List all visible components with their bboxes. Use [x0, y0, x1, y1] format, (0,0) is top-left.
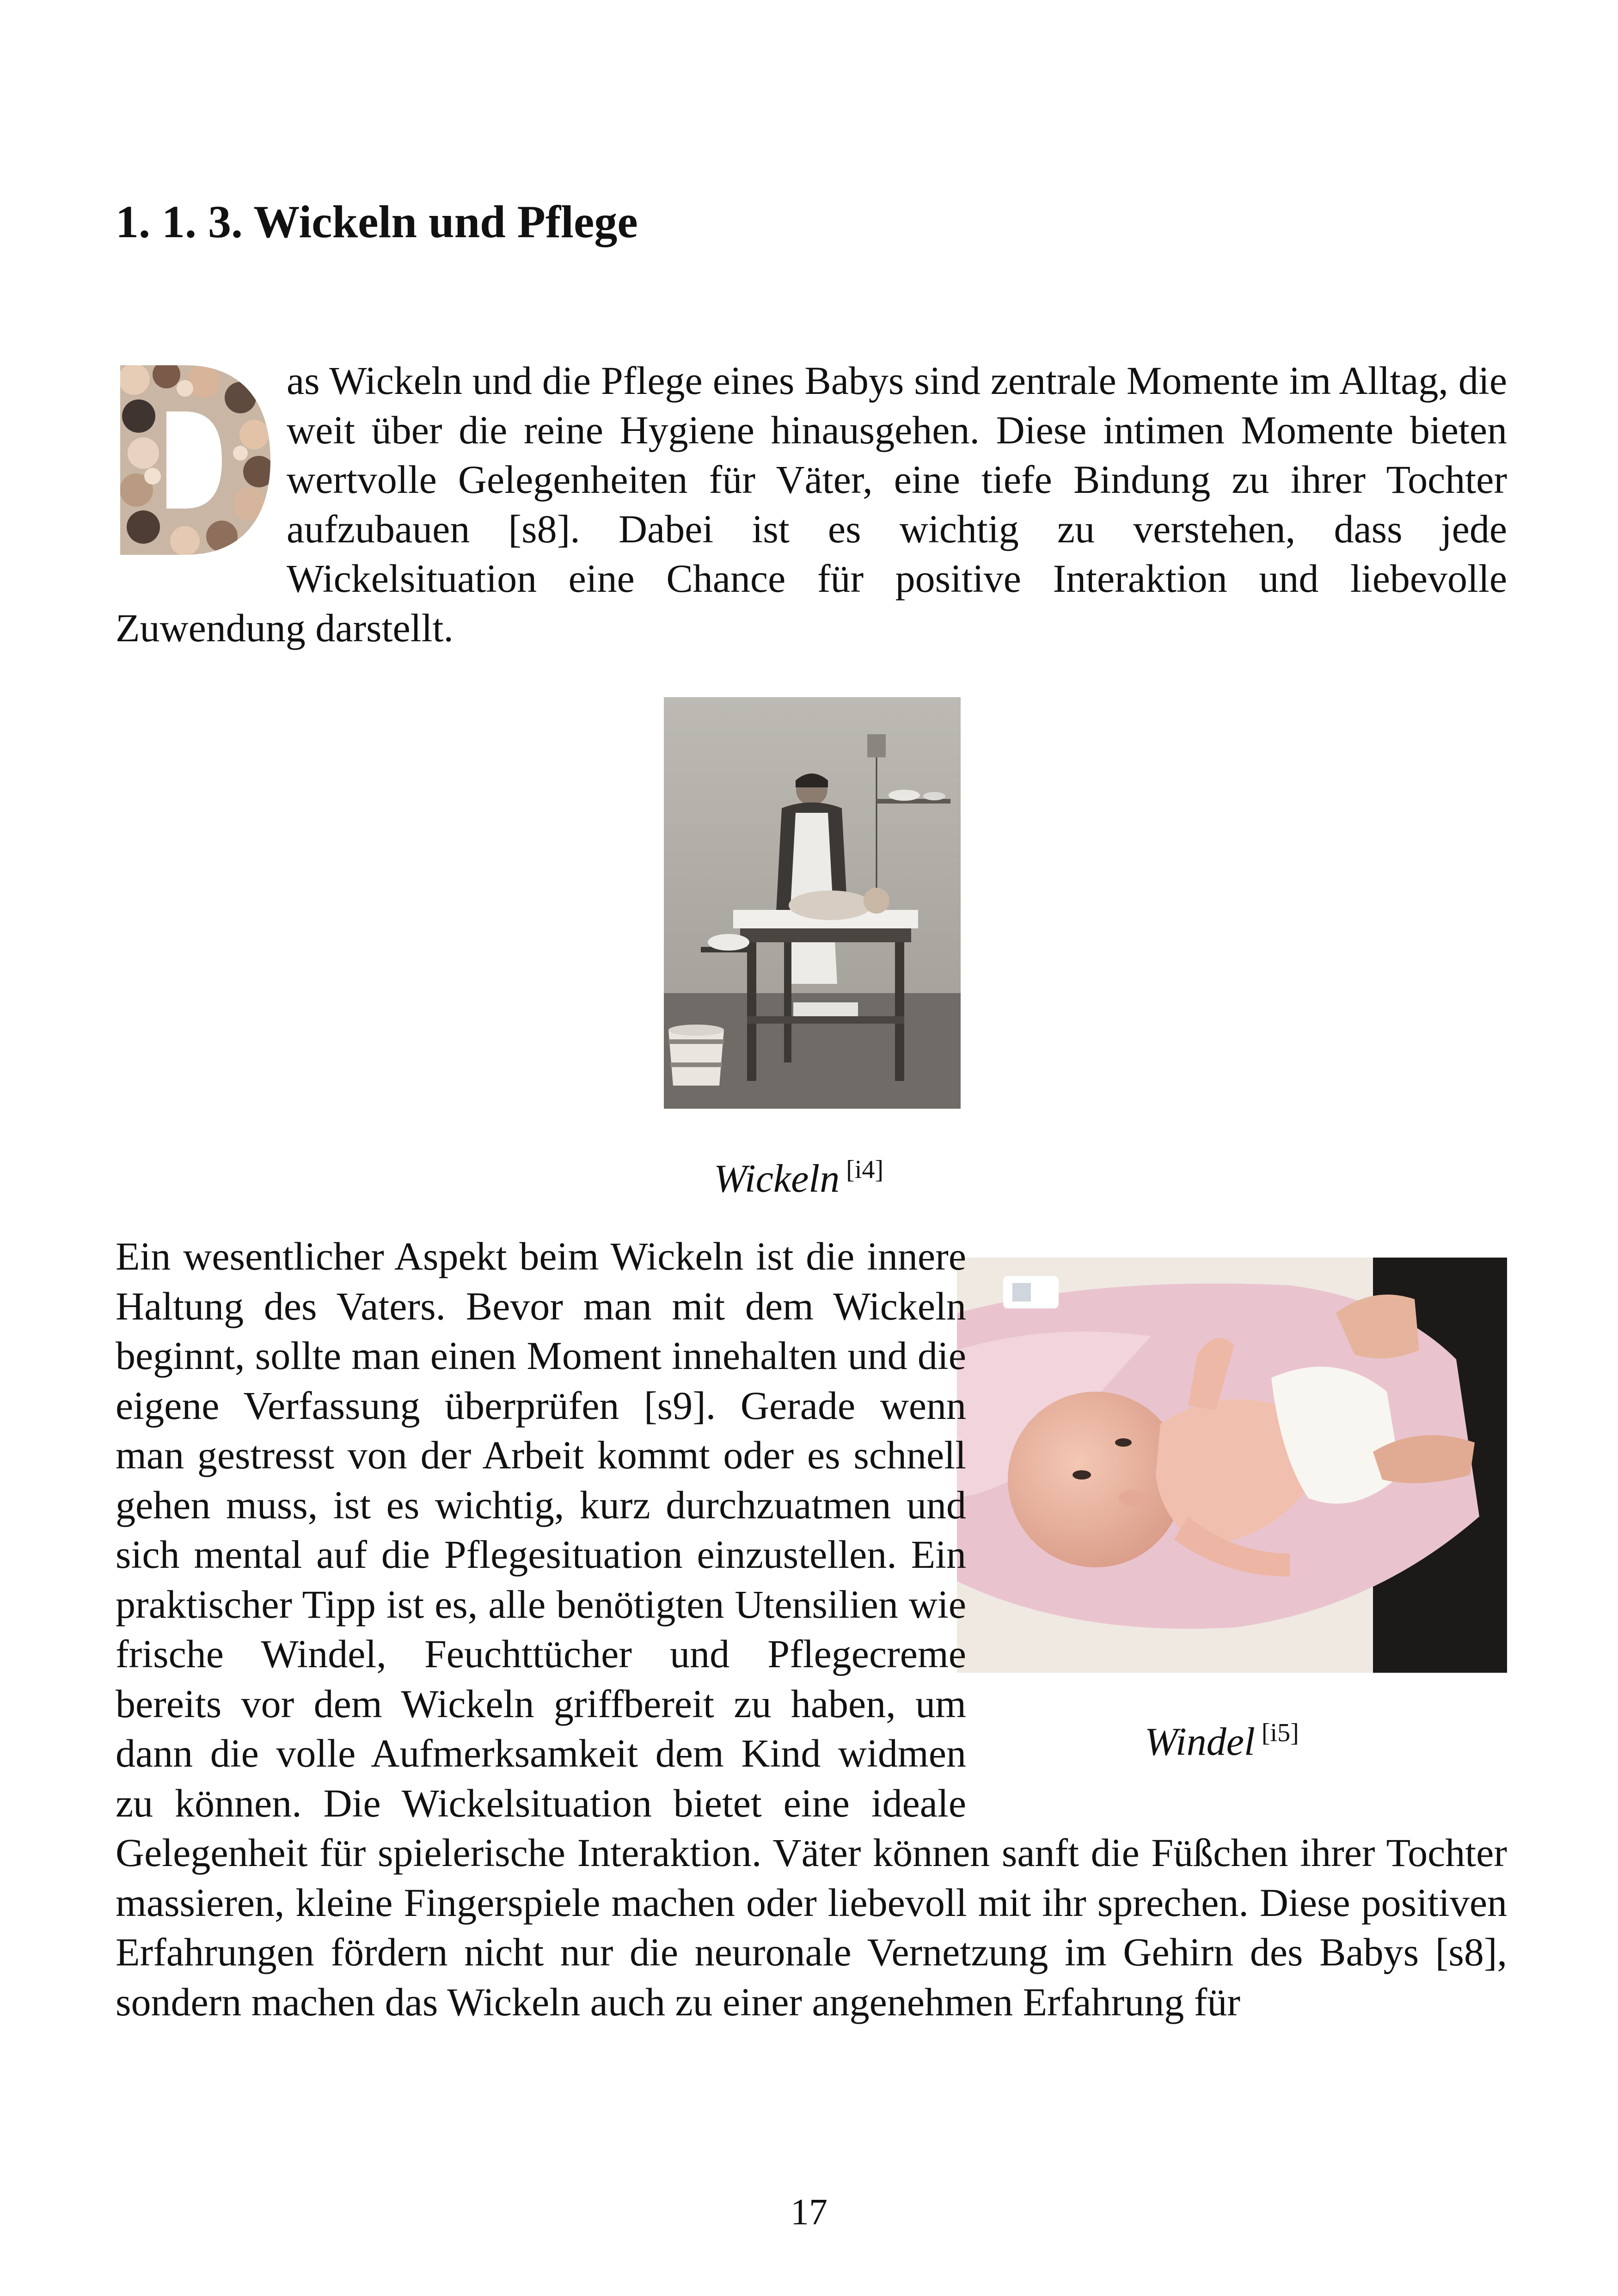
historic-photo-nurse-changing-baby-icon — [664, 697, 961, 1109]
figure-ref-i4: [i4] — [846, 1155, 884, 1184]
figure-caption-windel: Windel [i5] — [1145, 1719, 1299, 1764]
body-paragraph — [116, 1232, 1507, 2027]
figure-historic-nurse-photo — [664, 697, 961, 1109]
body-text: Ein wesentlicher Aspekt beim Wickeln ist die innere Haltung des Vaters. Bevor man mit dem Wickeln beginnt, sollte man einen Moment innehalten und die eigene Verfassung überprüfen [s9]. Gerade wenn man gestresst von der Arbeit kommt oder es schnell gehen muss, ist es wichtig, kurz durchzuatmen und sich mental auf die Pflegesituation einzustellen. Ein praktischer Tipp ist es, alle benötigten Utensilien wie frische Windel, Feuchttücher und Pflegecreme bereits vor dem Wickeln griffbereit zu haben, um dann die volle Aufmerksamkeit dem Kind widmen zu können. Die Wickelsituation bietet eine ideale Gelegenheit für spielerische Interaktion. Väter können sanft die Füßchen ihrer Tochter massieren, kleine Fingerspiele machen oder liebevoll mit ihr sprechen. Diese positiven Erfahrungen fördern nicht nur die neuronale Vernetzung im Gehirn des Babys [s8], sondern machen das Wickeln auch zu einer angenehmen Erfahrung für — [116, 1234, 1507, 2024]
intro-paragraph — [116, 356, 1507, 653]
dropcap-photo-collage — [116, 361, 273, 559]
page-number: 17 — [791, 2192, 827, 2233]
intro-text: as Wickeln und die Pflege eines Babys sind zentrale Momente im Alltag, die weit über die reine Hygiene hinausgehen. Diese intimen Momente bieten wertvolle Gelegenheiten für Väter, eine tiefe Bindung zu ihrer Tochter aufzubauen [s8]. Dabei ist es wichtig zu verstehen, dass jede Wickelsituation eine Chance für positive Interaktion und liebevolle Zuwendung darstellt. — [116, 358, 1507, 650]
section-title: 1. 1. 3. Wickeln und Pflege — [116, 196, 638, 247]
figure-ref-i5: [i5] — [1261, 1719, 1299, 1747]
figure-wrap-spacer — [966, 1232, 1507, 1805]
figure-caption-wickeln: Wickeln [i4] — [714, 1155, 884, 1201]
